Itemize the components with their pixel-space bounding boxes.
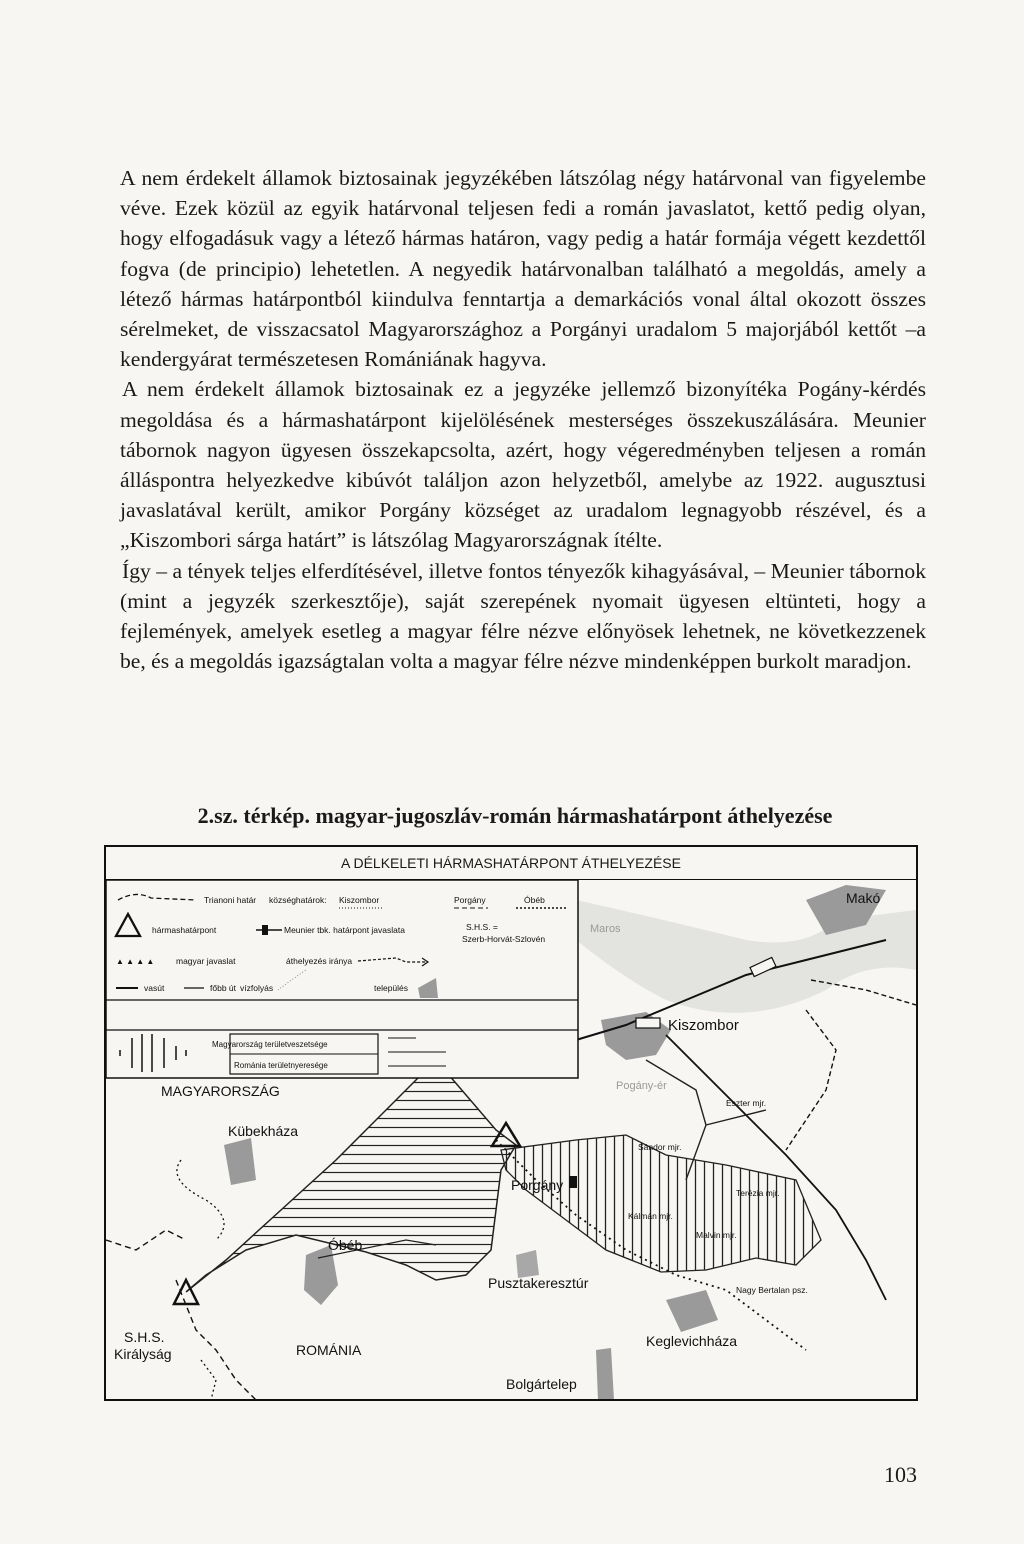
label-sandor: Sándor mjr. [638, 1142, 682, 1152]
legend-meunier-icon [262, 925, 268, 935]
label-porgany: Porgány [511, 1177, 564, 1193]
legend-shs-label: S.H.S. = [466, 922, 498, 932]
map-title: A DÉLKELETI HÁRMASHATÁRPONT ÁTHELYEZÉSE [106, 847, 916, 880]
legend-fout-label: főbb út [210, 983, 236, 993]
label-kiszombor: Kiszombor [668, 1017, 739, 1034]
legend-porgany-label: Porgány [454, 895, 486, 905]
label-obeb: Óbéb [328, 1237, 363, 1253]
label-romania: ROMÁNIA [296, 1342, 362, 1358]
label-malvin: Malvin mjr. [696, 1230, 737, 1240]
legend-telepules-label: település [374, 983, 409, 993]
pusztakeresztur-settlement [516, 1250, 539, 1278]
paragraph-2: A nem érdekelt államok biztosainak ez a jegyzéke jellemző bizonyítéka Pogány-kérdés megoldása és a hármashatárpont kijelölésének mesterséges összekuszálására. Meunier tábornok nagyon ügyesen összekapcsolta, azért, hogy végeredményben teljesen a román álláspontra helyezkedve kibúvót találjon azon helyzetből, amelybe az 1922. augusztusi javaslatával került, amikor Porgány községet az uradalom legnagyobb részével, és a „Kiszombori sárga határt” is látszólag Magyarországnak ítélte. [120, 377, 926, 553]
kubekhaza-settlement [224, 1138, 256, 1185]
legend-magyar-symbol: ▲ ▲ ▲ ▲ [116, 957, 155, 966]
legend-obeb-label: Óbéb [524, 895, 545, 905]
paragraph-3: Így – a tények teljes elferdítésével, illetve fontos tényezők kihagyásával, – Meunier tábornok (mint a jegyzék szerkesztője), saját szerepének nyomait ügyesen eltünteti, hogy a fejlemények, amelyek esetleg a magyar félre nézve előnyösek lehetnek, ne következzenek be, és a megoldás igazságtalan volta a magyar félre nézve mindenképpen burkolt maradjon. [120, 558, 926, 674]
body-text [120, 163, 926, 676]
label-maros: Maros [590, 923, 621, 935]
legend-meunier-label: Meunier tbk. határpont javaslata [284, 925, 405, 935]
map-figure [104, 845, 918, 1401]
legend-kozseg-label: községhatárok: [269, 895, 327, 905]
label-terezia: Terézia mjr. [736, 1188, 780, 1198]
meunier-point-icon [569, 1176, 577, 1188]
page-number: 103 [884, 1462, 917, 1487]
label-kiralysag: Királyság [114, 1346, 172, 1362]
label-mako: Makó [846, 890, 881, 906]
label-shs: S.H.S. [124, 1329, 165, 1345]
label-keglevichhaza: Keglevichháza [646, 1333, 738, 1349]
legend-magyar-label: magyar javaslat [176, 956, 236, 966]
label-kalman: Kálmán mjr. [628, 1211, 673, 1221]
legend-harmas-label: hármashatárpont [152, 925, 217, 935]
label-nagy-bertalan: Nagy Bertalan psz. [736, 1285, 808, 1295]
label-eszter: Eszter mjr. [726, 1098, 767, 1108]
legend-athelyezes-label: áthelyezés iránya [286, 956, 353, 966]
label-pusztakeresztur: Pusztakeresztúr [488, 1275, 589, 1291]
obeb-settlement [304, 1245, 338, 1305]
legend-trianon-label: Trianoni határ [204, 895, 257, 905]
romania-territory-gain [501, 1135, 821, 1272]
legend-rom-ter-label: Románia területnyeresége [234, 1061, 328, 1070]
legend-kiszombor-label: Kiszombor [339, 895, 380, 905]
legend-magy-ter-label: Magyarország területveszetsége [212, 1040, 328, 1049]
legend-vasut-label: vasút [144, 983, 165, 993]
keglevichhaza-settlement [666, 1290, 718, 1332]
railway-station-1 [636, 1018, 660, 1028]
bolgartelep-settlement [596, 1348, 614, 1400]
legend-shs-full-label: Szerb-Horvát-Szlovén [462, 934, 546, 944]
trianon-border-east [786, 1010, 836, 1150]
label-bolgartelep: Bolgártelep [506, 1376, 577, 1392]
paragraph-1: A nem érdekelt államok biztosainak jegyzékében látszólag négy határvonal van figyelembe véve. Ezek közül az egyik határvonal teljesen fedi a román javaslatot, kettő pedig olyan, hogy elfogadásuk vagy a létező hármas határon, vagy pedig a határ formája végett kezdettől fogva (de principio) lehetetlen. A negyedik határvonalban található a megoldás, amely a létező hármas határpontból kiindulva fenntartja a demarkációs vonal által okozott összes sérelmeket, de visszacsatol Magyarországhoz a Porgányi uradalom 5 majorjából kettőt –a kendergyárat természetesen Romániának hagyva. [120, 166, 926, 372]
legend-vizfolyas-label: vízfolyás [240, 983, 274, 993]
label-pogany-er: Pogány-ér [616, 1080, 667, 1092]
legend-box [106, 880, 578, 1078]
map-caption: 2.sz. térkép. magyar-jugoszláv-román hármashatárpont áthelyezése [197, 803, 833, 828]
label-kubekhaza: Kübekháza [228, 1123, 299, 1139]
map-drawing [106, 880, 916, 1400]
label-magyarorszag: MAGYARORSZÁG [161, 1083, 280, 1099]
